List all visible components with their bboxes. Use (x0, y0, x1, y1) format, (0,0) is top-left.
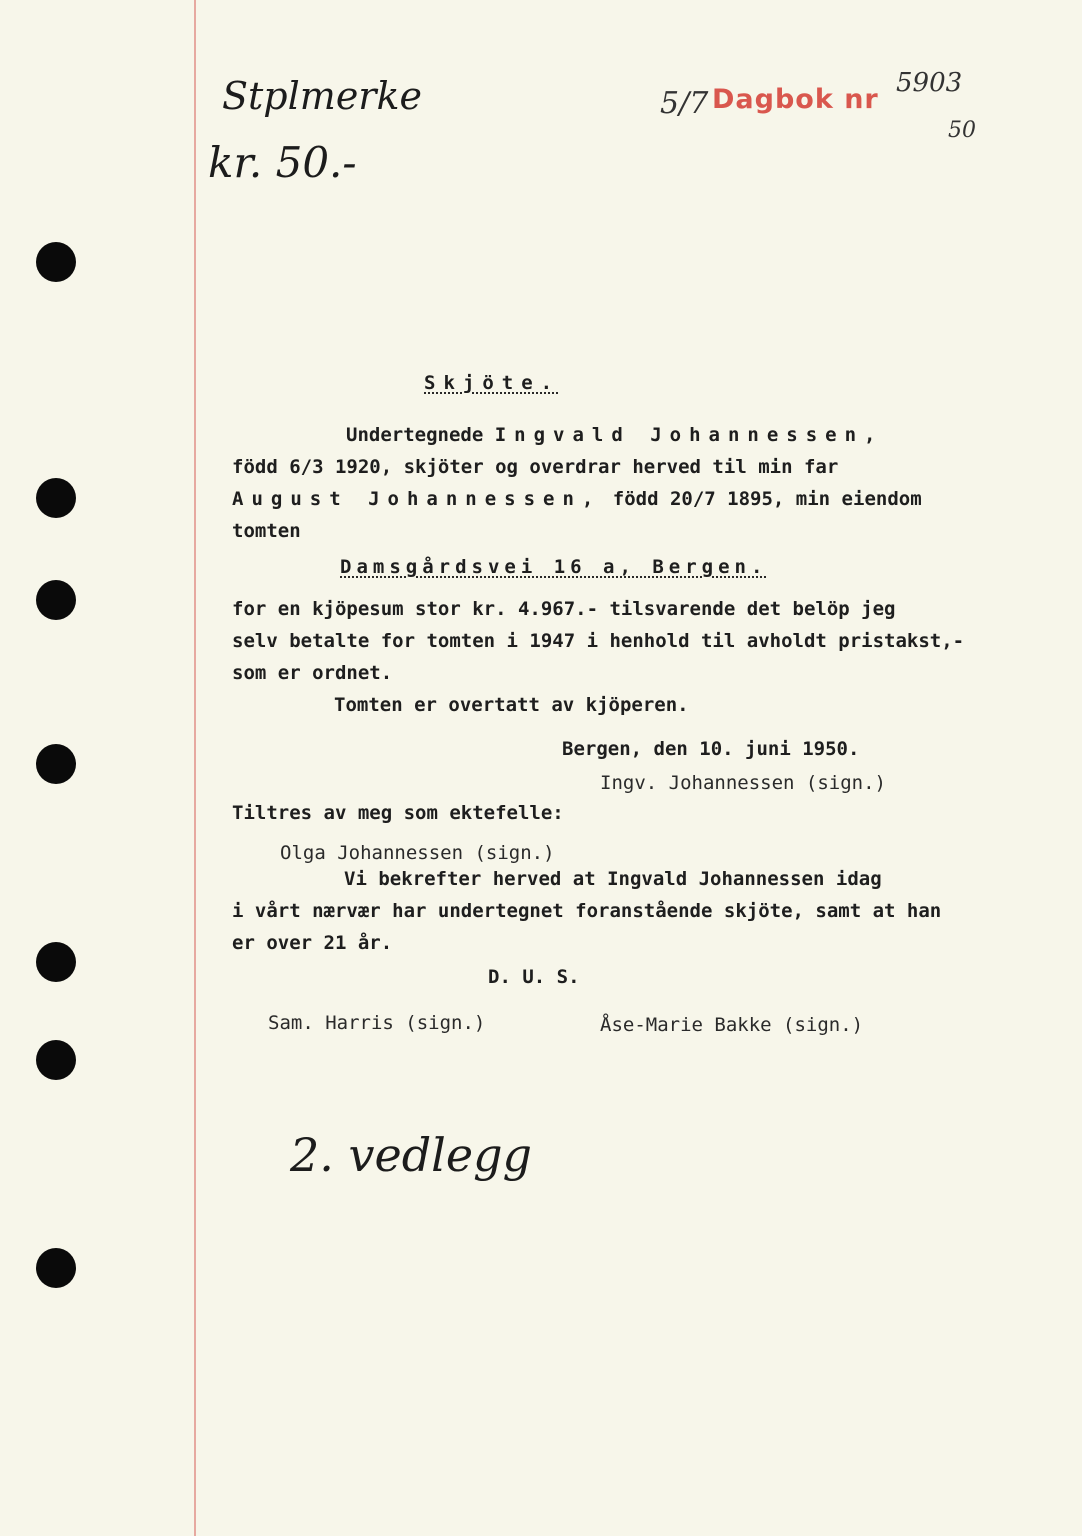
dus-mark: D. U. S. (488, 966, 580, 988)
property-address: Damsgårdsvei 16 a, Bergen. (340, 556, 768, 578)
punch-hole (36, 1040, 76, 1080)
margin-line (194, 0, 196, 1536)
punch-hole (36, 242, 76, 282)
text-line: som er ordnet. (232, 662, 393, 684)
handwritten-note-stamp-duty: Stplmerke (222, 74, 422, 118)
stamp-year: 50 (948, 118, 976, 143)
buyer-name: August Johannessen, (232, 488, 602, 510)
text-line: född 6/3 1920, skjöter og overdrar herved til min far (232, 456, 839, 478)
text-line: for en kjöpesum stor kr. 4.967.- tilsvarende det belöp jeg (232, 598, 896, 620)
punch-hole (36, 942, 76, 982)
place-date: Bergen, den 10. juni 1950. (562, 738, 860, 760)
witness-text: er over 21 år. (232, 932, 393, 954)
spouse-consent: Tiltres av meg som ektefelle: (232, 802, 564, 824)
text-line: tomten (232, 520, 301, 542)
buyer-details: född 20/7 1895, min eiendom (601, 488, 922, 510)
punch-hole (36, 478, 76, 518)
stamp-number: 5903 (896, 68, 963, 98)
intro-line (346, 424, 884, 446)
handwritten-note-amount: kr. 50.- (208, 138, 357, 187)
witness-signature: Åse-Marie Bakke (sign.) (600, 1014, 864, 1036)
text-line: Tomten er overtatt av kjöperen. (334, 694, 689, 716)
stamp-date: 5/7 (660, 86, 709, 121)
document-title: Skjöte. (424, 372, 561, 394)
witness-text: Vi bekrefter herved at Ingvald Johannessen idag (344, 868, 882, 890)
spouse-signature: Olga Johannessen (sign.) (280, 842, 555, 864)
punch-hole (36, 1248, 76, 1288)
text-line: selv betalte for tomten i 1947 i henhold til avholdt pristakst,- (232, 630, 965, 652)
intro-prefix: Undertegnede (346, 424, 495, 446)
punch-hole (36, 580, 76, 620)
dagbok-stamp: Dagbok nr (712, 84, 879, 115)
seller-signature: Ingv. Johannessen (sign.) (600, 772, 886, 794)
seller-name: Ingvald Johannessen, (494, 424, 884, 446)
witness-text: i vårt nærvær har undertegnet foranstående skjöte, samt at han (232, 900, 942, 922)
buyer-line (232, 488, 922, 510)
punch-hole (36, 744, 76, 784)
witness-signature: Sam. Harris (sign.) (268, 1012, 486, 1034)
handwritten-attachment-note: 2. vedlegg (290, 1128, 532, 1182)
